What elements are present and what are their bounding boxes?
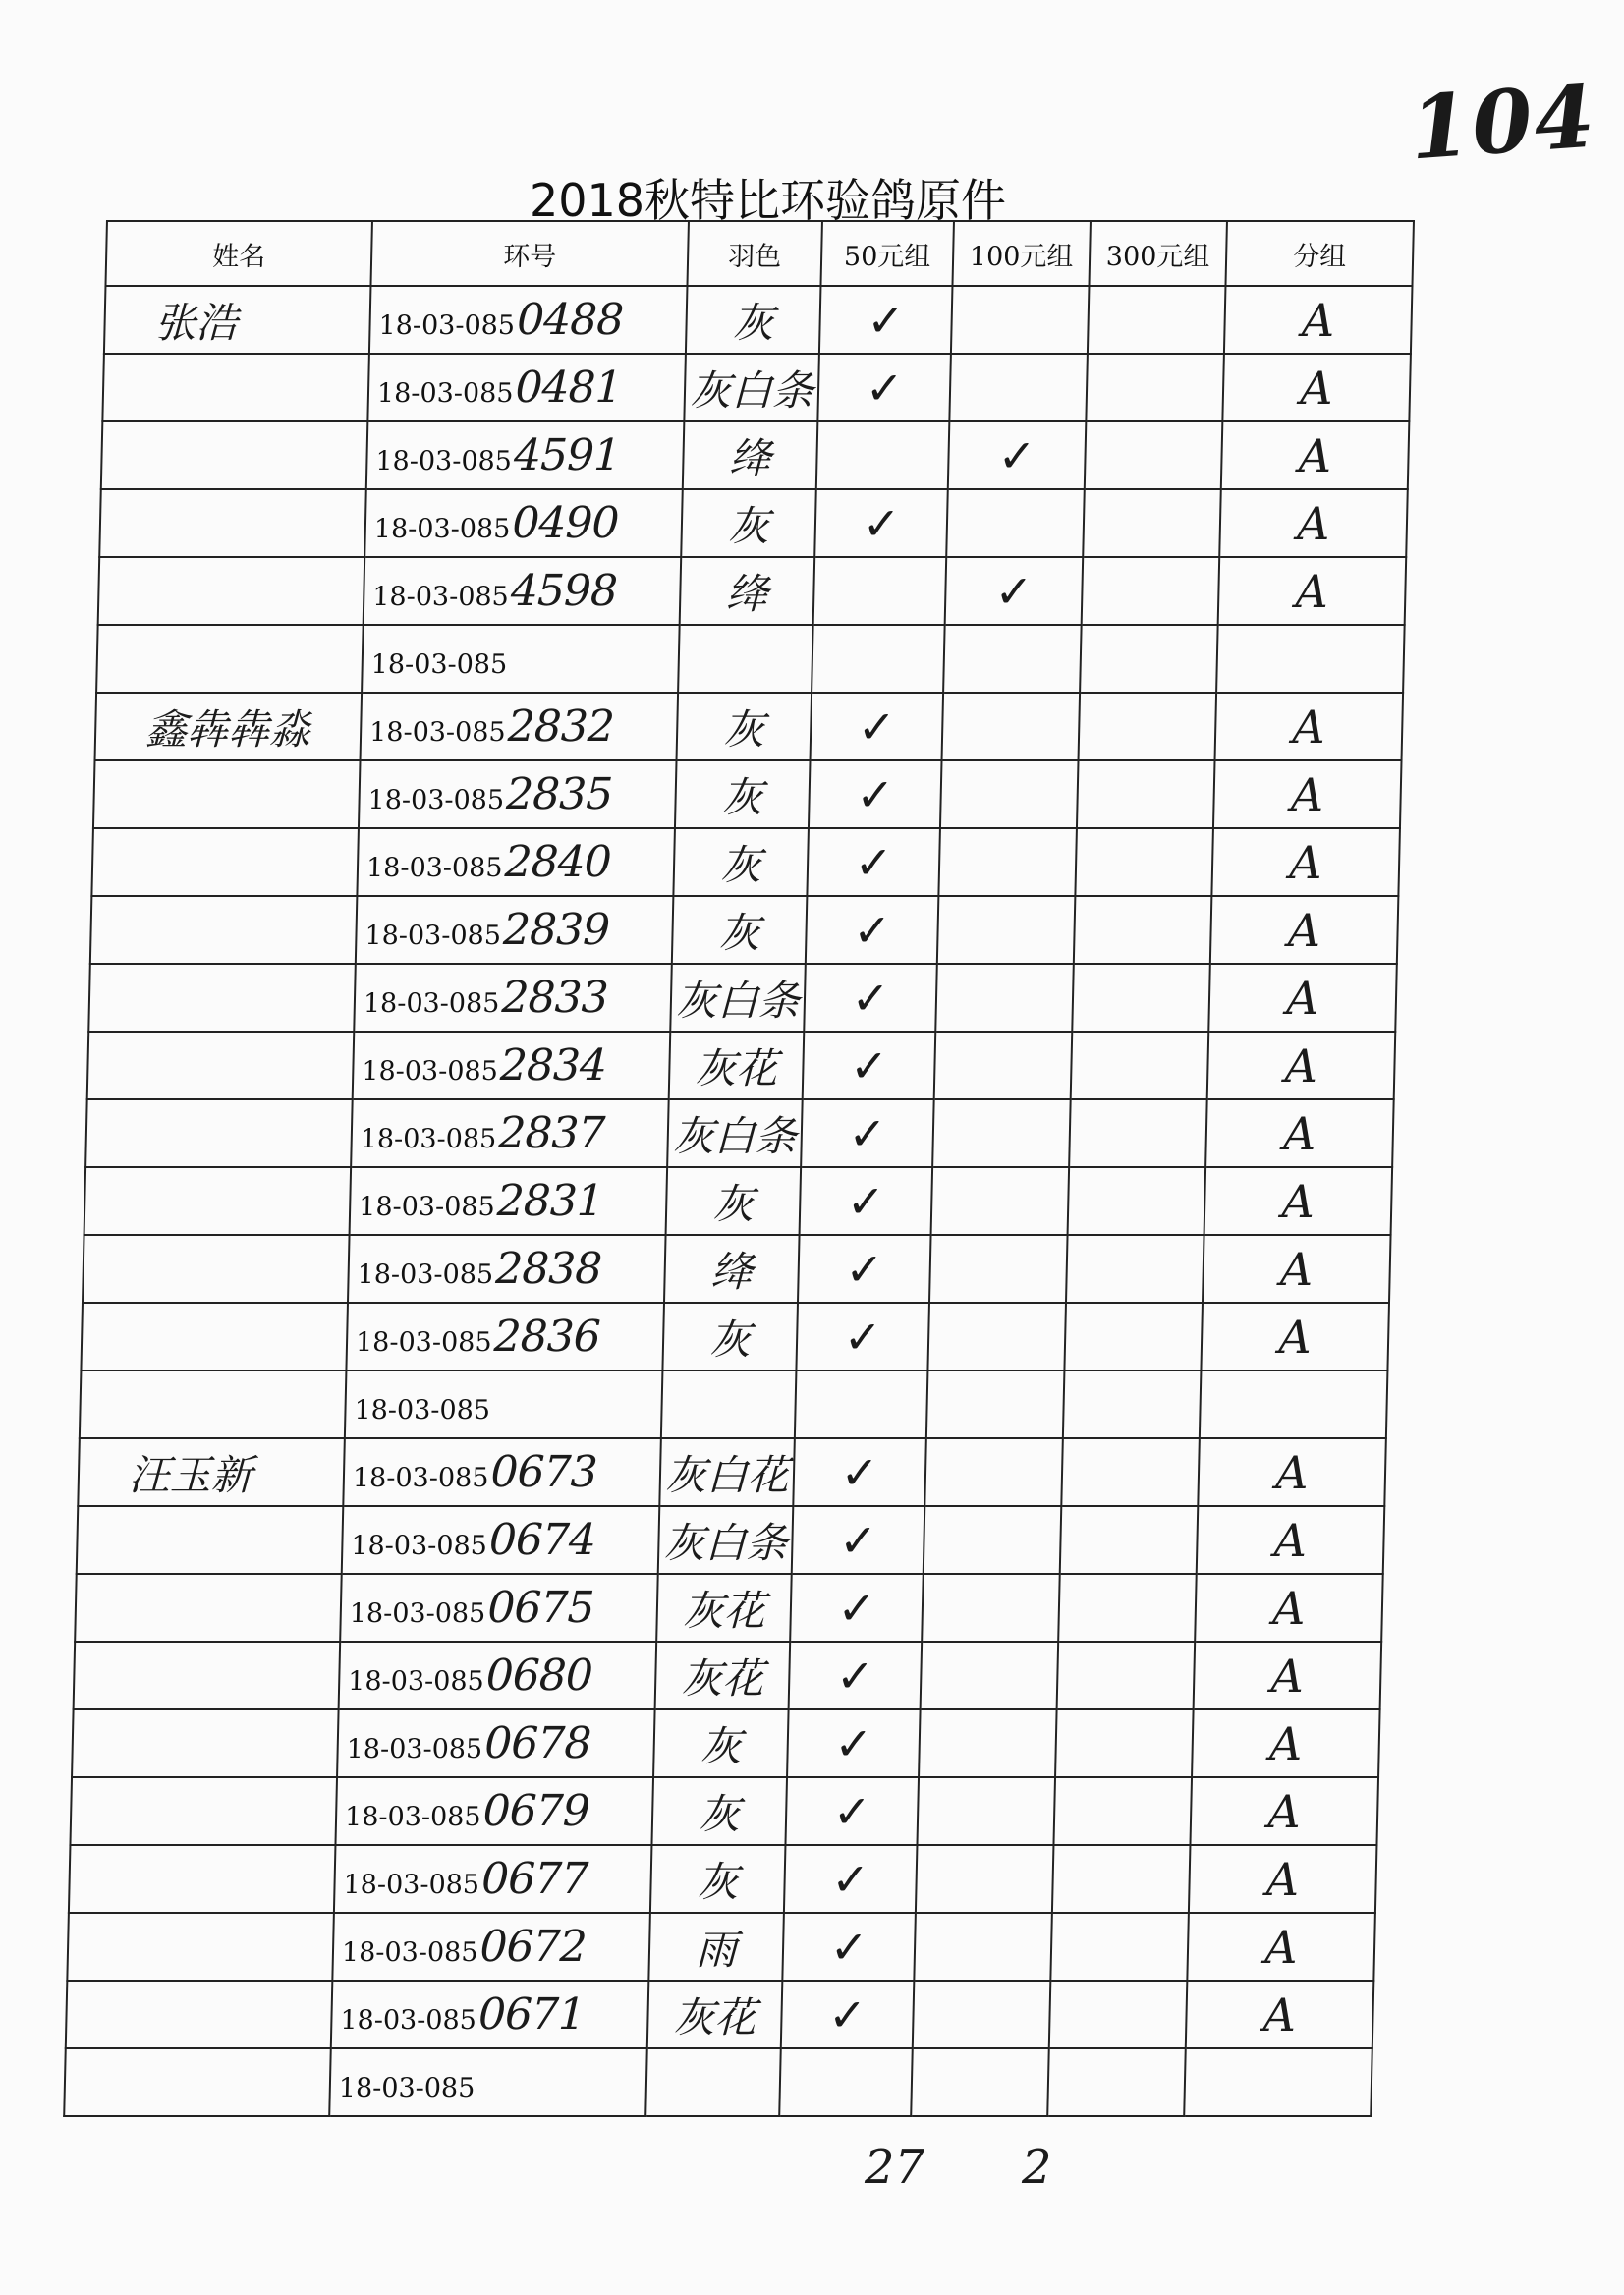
- feather-color-cell: 灰花: [655, 1642, 791, 1709]
- group-50-check: ✓: [781, 1981, 915, 2048]
- feather-color-cell: 灰白条: [667, 1099, 803, 1167]
- group-300-check: [1068, 1167, 1206, 1235]
- ring-number-cell: [356, 896, 674, 964]
- ring-suffix: 0490: [511, 498, 620, 548]
- ring-number-cell: [343, 1438, 661, 1506]
- group-300-check: [1052, 1845, 1191, 1913]
- group-100-check: [929, 1235, 1068, 1303]
- owner-name-cell: 鑫犇犇淼: [95, 693, 363, 760]
- group-50-check: ✓: [814, 489, 948, 557]
- ring-suffix: 2832: [507, 701, 615, 752]
- feather-color-cell: 灰: [675, 760, 811, 828]
- header-name: 姓名: [105, 221, 371, 286]
- owner-name-cell: [64, 2048, 331, 2116]
- group-50-check: [813, 557, 947, 625]
- table-row: [96, 625, 1405, 693]
- group-300-check: [1066, 1235, 1204, 1303]
- ring-suffix: [509, 634, 510, 684]
- owner-name-cell: [85, 1099, 353, 1167]
- page-number: 104: [1406, 64, 1600, 180]
- owner-name-cell: 汪玉新: [78, 1438, 345, 1506]
- ring-number-cell: [369, 286, 688, 354]
- group-100-check: [938, 828, 1077, 896]
- ring-suffix: 0679: [482, 1786, 590, 1836]
- group-100-check: [917, 1777, 1055, 1845]
- header-50: 50元组: [820, 221, 953, 286]
- ring-suffix: 2837: [497, 1108, 605, 1158]
- group-300-check: [1082, 557, 1220, 625]
- group-cell: A: [1221, 421, 1410, 489]
- ring-suffix: 0673: [489, 1447, 598, 1497]
- ring-suffix: 2833: [500, 973, 609, 1023]
- group-cell: A: [1218, 557, 1407, 625]
- header-100: 100元组: [952, 221, 1090, 286]
- feather-color-cell: 灰: [653, 1709, 789, 1777]
- group-300-check: [1055, 1709, 1194, 1777]
- table-row: [83, 1235, 1391, 1303]
- group-100-check: ✓: [948, 421, 1087, 489]
- table-row: [78, 1438, 1386, 1506]
- group-300-check: [1080, 625, 1218, 693]
- group-cell: A: [1194, 1642, 1382, 1709]
- pigeon-table: [63, 220, 1415, 2117]
- ring-prefix: 18-03-085: [371, 582, 510, 612]
- group-100-check: [919, 1709, 1057, 1777]
- ring-number-cell: [348, 1235, 666, 1303]
- group-50-check: ✓: [801, 1099, 934, 1167]
- group-300-check: [1088, 286, 1226, 354]
- group-300-check: [1064, 1303, 1203, 1371]
- feather-color-cell: [661, 1371, 797, 1438]
- group-cell: A: [1211, 828, 1400, 896]
- ring-suffix: 0678: [483, 1718, 591, 1768]
- ring-number-cell: [334, 1845, 652, 1913]
- ring-prefix: 18-03-085: [340, 2005, 477, 2036]
- owner-name-cell: [72, 1709, 339, 1777]
- ring-number-cell: [331, 1981, 649, 2048]
- ring-number-cell: [345, 1371, 663, 1438]
- ring-number-cell: [364, 557, 682, 625]
- footer-extra: 2: [1022, 2140, 1052, 2195]
- group-300-check: [1061, 1438, 1200, 1506]
- ring-suffix: 0680: [485, 1651, 593, 1701]
- ring-suffix: 4591: [513, 430, 621, 480]
- owner-name-cell: [66, 1981, 333, 2048]
- table-row: [74, 1642, 1382, 1709]
- group-50-check: ✓: [787, 1709, 921, 1777]
- table-row: [90, 896, 1399, 964]
- ring-prefix: 18-03-085: [341, 1937, 478, 1968]
- feather-color-cell: 灰花: [656, 1574, 792, 1642]
- ring-number-cell: [339, 1642, 657, 1709]
- ring-number-cell: [364, 489, 683, 557]
- group-300-check: [1058, 1574, 1197, 1642]
- group-100-check: [911, 2048, 1049, 2116]
- owner-name-cell: [88, 964, 356, 1032]
- table-row: [99, 489, 1408, 557]
- table-row: [87, 1032, 1396, 1099]
- group-cell: [1184, 2048, 1372, 2116]
- ring-prefix: 18-03-085: [349, 1598, 486, 1629]
- ring-prefix: 18-03-085: [378, 310, 516, 341]
- group-cell: A: [1186, 1981, 1374, 2048]
- owner-name-cell: [87, 1032, 355, 1099]
- ring-prefix: 18-03-085: [354, 1395, 491, 1426]
- table-row: [70, 1777, 1378, 1845]
- owner-name-cell: [99, 489, 366, 557]
- group-cell: A: [1189, 1845, 1377, 1913]
- table-row: [84, 1167, 1393, 1235]
- feather-color-cell: 绛: [664, 1235, 800, 1303]
- owner-name-cell: [75, 1574, 342, 1642]
- group-cell: A: [1208, 964, 1397, 1032]
- group-cell: A: [1198, 1438, 1386, 1506]
- group-100-check: [937, 896, 1076, 964]
- group-cell: A: [1195, 1574, 1383, 1642]
- owner-name-cell: [90, 896, 358, 964]
- owner-name-cell: [69, 1845, 336, 1913]
- feather-color-cell: 灰: [666, 1167, 802, 1235]
- group-cell: [1216, 625, 1405, 693]
- footer-total: 27: [865, 2140, 925, 2195]
- table-row: [72, 1709, 1380, 1777]
- ring-prefix: 18-03-085: [365, 853, 503, 883]
- group-300-check: [1060, 1506, 1199, 1574]
- group-100-check: ✓: [945, 557, 1084, 625]
- ring-suffix: 0677: [480, 1854, 588, 1904]
- table-row: [104, 286, 1413, 354]
- feather-color-cell: [678, 625, 813, 693]
- group-100-check: [914, 1913, 1052, 1981]
- ring-prefix: 18-03-085: [364, 921, 502, 951]
- header-ring: 环号: [370, 221, 688, 286]
- owner-name-cell: [91, 828, 359, 896]
- group-300-check: [1079, 693, 1217, 760]
- owner-name-cell: [70, 1777, 337, 1845]
- ring-prefix: 18-03-085: [347, 1666, 485, 1697]
- group-50-check: ✓: [793, 1438, 926, 1506]
- group-300-check: [1053, 1777, 1192, 1845]
- group-300-check: [1074, 896, 1212, 964]
- ring-number-cell: [353, 1032, 671, 1099]
- group-300-check: [1083, 489, 1221, 557]
- group-100-check: [935, 964, 1074, 1032]
- feather-color-cell: 灰: [672, 896, 808, 964]
- group-50-check: ✓: [792, 1506, 925, 1574]
- group-50-check: [795, 1371, 928, 1438]
- group-100-check: [940, 760, 1079, 828]
- group-300-check: [1075, 828, 1213, 896]
- table-row: [67, 1913, 1375, 1981]
- group-300-check: [1050, 1913, 1189, 1981]
- ring-suffix: 2839: [502, 905, 610, 955]
- page-title: 2018秋特比环验鸽原件: [529, 174, 1007, 227]
- owner-name-cell: [81, 1303, 348, 1371]
- owner-name-cell: [84, 1167, 352, 1235]
- feather-color-cell: 灰: [677, 693, 812, 760]
- table-row: [95, 693, 1404, 760]
- group-cell: A: [1197, 1506, 1385, 1574]
- ring-prefix: 18-03-085: [367, 785, 505, 815]
- ring-prefix: 18-03-085: [363, 988, 500, 1019]
- group-100-check: [951, 286, 1090, 354]
- owner-name-cell: [101, 421, 368, 489]
- group-50-check: ✓: [811, 693, 944, 760]
- ring-number-cell: [350, 1167, 668, 1235]
- group-50-check: ✓: [806, 896, 939, 964]
- ring-number-cell: [361, 693, 679, 760]
- table-row: [102, 354, 1411, 421]
- ring-suffix: 4598: [510, 566, 618, 616]
- table-row: [66, 1981, 1374, 2048]
- group-300-check: [1057, 1642, 1196, 1709]
- feather-color-cell: 绛: [683, 421, 818, 489]
- group-300-check: [1069, 1099, 1207, 1167]
- ring-prefix: 18-03-085: [338, 2073, 476, 2103]
- group-100-check: [946, 489, 1085, 557]
- ring-number-cell: [367, 354, 686, 421]
- ring-prefix: 18-03-085: [376, 378, 514, 409]
- group-100-check: [924, 1506, 1062, 1574]
- group-300-check: [1047, 2048, 1186, 2116]
- ring-suffix: 2831: [496, 1176, 604, 1226]
- table-row: [69, 1845, 1377, 1913]
- group-50-check: ✓: [789, 1642, 923, 1709]
- group-50-check: ✓: [785, 1777, 919, 1845]
- group-100-check: [922, 1574, 1060, 1642]
- ring-number-cell: [342, 1506, 660, 1574]
- group-cell: A: [1190, 1777, 1378, 1845]
- ring-prefix: 18-03-085: [346, 1734, 483, 1764]
- ring-prefix: 18-03-085: [375, 446, 513, 476]
- ring-suffix: 2838: [494, 1244, 602, 1294]
- group-cell: A: [1207, 1032, 1396, 1099]
- ring-prefix: 18-03-085: [343, 1870, 480, 1900]
- table-row: [85, 1099, 1394, 1167]
- group-300-check: [1072, 964, 1210, 1032]
- ring-number-cell: [351, 1099, 669, 1167]
- feather-color-cell: 灰白条: [670, 964, 806, 1032]
- group-100-check: [924, 1438, 1063, 1506]
- table-row: [93, 760, 1402, 828]
- ring-number-cell: [340, 1574, 658, 1642]
- owner-name-cell: [102, 354, 369, 421]
- ring-suffix: 0481: [515, 363, 623, 413]
- owner-name-cell: [77, 1506, 344, 1574]
- ring-suffix: 2836: [493, 1312, 601, 1362]
- group-100-check: [921, 1642, 1059, 1709]
- owner-name-cell: [93, 760, 361, 828]
- feather-color-cell: 灰白花: [659, 1438, 795, 1506]
- table-row: [98, 557, 1407, 625]
- feather-color-cell: [645, 2048, 781, 2116]
- header-row: [105, 221, 1413, 286]
- group-100-check: [949, 354, 1088, 421]
- group-cell: A: [1201, 1303, 1389, 1371]
- group-300-check: [1086, 354, 1224, 421]
- feather-color-cell: 灰花: [669, 1032, 805, 1099]
- registration-sheet: [63, 220, 1413, 2111]
- feather-color-cell: 灰白条: [684, 354, 819, 421]
- group-cell: A: [1213, 760, 1402, 828]
- group-50-check: ✓: [807, 828, 940, 896]
- owner-name-cell: [96, 625, 364, 693]
- table-row: [81, 1303, 1389, 1371]
- group-50-check: ✓: [782, 1913, 916, 1981]
- owner-name-cell: 张浩: [104, 286, 371, 354]
- ring-suffix: 0488: [516, 295, 624, 345]
- group-100-check: [943, 625, 1082, 693]
- feather-color-cell: 灰: [686, 286, 821, 354]
- table-row: [75, 1574, 1383, 1642]
- group-cell: [1200, 1371, 1388, 1438]
- ring-prefix: 18-03-085: [358, 1192, 496, 1222]
- group-300-check: [1085, 421, 1223, 489]
- group-50-check: ✓: [784, 1845, 918, 1913]
- ring-prefix: 18-03-085: [368, 717, 507, 748]
- ring-prefix: 18-03-085: [352, 1463, 489, 1493]
- ring-prefix: 18-03-085: [360, 1124, 497, 1154]
- group-100-check: [926, 1371, 1065, 1438]
- group-50-check: ✓: [798, 1235, 931, 1303]
- feather-color-cell: 雨: [648, 1913, 784, 1981]
- ring-suffix: [492, 1379, 493, 1429]
- owner-name-cell: [74, 1642, 341, 1709]
- ring-suffix: 2834: [499, 1040, 607, 1091]
- feather-color-cell: 灰: [662, 1303, 798, 1371]
- owner-name-cell: [67, 1913, 334, 1981]
- ring-suffix: 0674: [488, 1515, 596, 1565]
- group-cell: A: [1187, 1913, 1375, 1981]
- owner-name-cell: [83, 1235, 350, 1303]
- ring-prefix: 18-03-085: [361, 1056, 499, 1087]
- table-row: [101, 421, 1410, 489]
- feather-color-cell: 灰: [673, 828, 809, 896]
- header-color: 羽色: [687, 221, 821, 286]
- group-cell: A: [1203, 1235, 1391, 1303]
- group-100-check: [927, 1303, 1066, 1371]
- group-50-check: ✓: [804, 964, 937, 1032]
- group-cell: A: [1215, 693, 1404, 760]
- group-300-check: [1071, 1032, 1209, 1099]
- group-cell: A: [1205, 1099, 1394, 1167]
- group-cell: A: [1192, 1709, 1380, 1777]
- ring-prefix: 18-03-085: [355, 1327, 492, 1358]
- group-50-check: [816, 421, 950, 489]
- feather-color-cell: 绛: [680, 557, 815, 625]
- ring-suffix: 0675: [486, 1583, 595, 1633]
- ring-suffix: [476, 2057, 477, 2107]
- ring-prefix: 18-03-085: [370, 649, 508, 680]
- group-cell: A: [1204, 1167, 1393, 1235]
- header-group: 分组: [1225, 221, 1413, 286]
- group-100-check: [932, 1099, 1071, 1167]
- feather-color-cell: 灰: [650, 1845, 786, 1913]
- ring-prefix: 18-03-085: [373, 514, 511, 544]
- owner-name-cell: [98, 557, 365, 625]
- feather-color-cell: 灰: [651, 1777, 787, 1845]
- group-50-check: ✓: [809, 760, 942, 828]
- ring-number-cell: [354, 964, 672, 1032]
- group-100-check: [934, 1032, 1073, 1099]
- feather-color-cell: 灰白条: [658, 1506, 794, 1574]
- group-50-check: ✓: [800, 1167, 933, 1235]
- feather-color-cell: 灰: [681, 489, 816, 557]
- ring-number-cell: [335, 1777, 653, 1845]
- ring-number-cell: [366, 421, 685, 489]
- table-row: [88, 964, 1397, 1032]
- ring-suffix: 2835: [505, 769, 613, 819]
- ring-prefix: 18-03-085: [344, 1802, 481, 1832]
- ring-number-cell: [362, 625, 680, 693]
- ring-number-cell: [332, 1913, 650, 1981]
- group-50-check: ✓: [790, 1574, 924, 1642]
- group-cell: A: [1219, 489, 1408, 557]
- ring-suffix: 0671: [477, 1989, 586, 2040]
- ring-number-cell: [346, 1303, 664, 1371]
- ring-number-cell: [337, 1709, 655, 1777]
- group-cell: A: [1224, 286, 1413, 354]
- group-300-check: [1049, 1981, 1188, 2048]
- group-100-check: [916, 1845, 1054, 1913]
- table-row: [80, 1371, 1388, 1438]
- ring-suffix: 2840: [504, 837, 612, 887]
- group-50-check: [779, 2048, 913, 2116]
- ring-number-cell: [359, 760, 677, 828]
- group-100-check: [913, 1981, 1051, 2048]
- feather-color-cell: 灰花: [647, 1981, 783, 2048]
- ring-number-cell: [357, 828, 675, 896]
- table-row: [91, 828, 1400, 896]
- group-50-check: ✓: [819, 286, 953, 354]
- group-cell: A: [1222, 354, 1411, 421]
- group-100-check: [942, 693, 1081, 760]
- ring-prefix: 18-03-085: [351, 1531, 488, 1561]
- group-50-check: [812, 625, 945, 693]
- group-300-check: [1063, 1371, 1202, 1438]
- ring-prefix: 18-03-085: [357, 1259, 494, 1290]
- ring-number-cell: [329, 2048, 647, 2116]
- group-50-check: ✓: [817, 354, 951, 421]
- group-50-check: ✓: [796, 1303, 929, 1371]
- group-300-check: [1077, 760, 1215, 828]
- header-300: 300元组: [1089, 221, 1226, 286]
- group-50-check: ✓: [803, 1032, 936, 1099]
- table-row: [64, 2048, 1372, 2116]
- ring-suffix: 0672: [479, 1922, 588, 1972]
- group-cell: A: [1210, 896, 1399, 964]
- owner-name-cell: [80, 1371, 347, 1438]
- group-100-check: [931, 1167, 1070, 1235]
- table-row: [77, 1506, 1385, 1574]
